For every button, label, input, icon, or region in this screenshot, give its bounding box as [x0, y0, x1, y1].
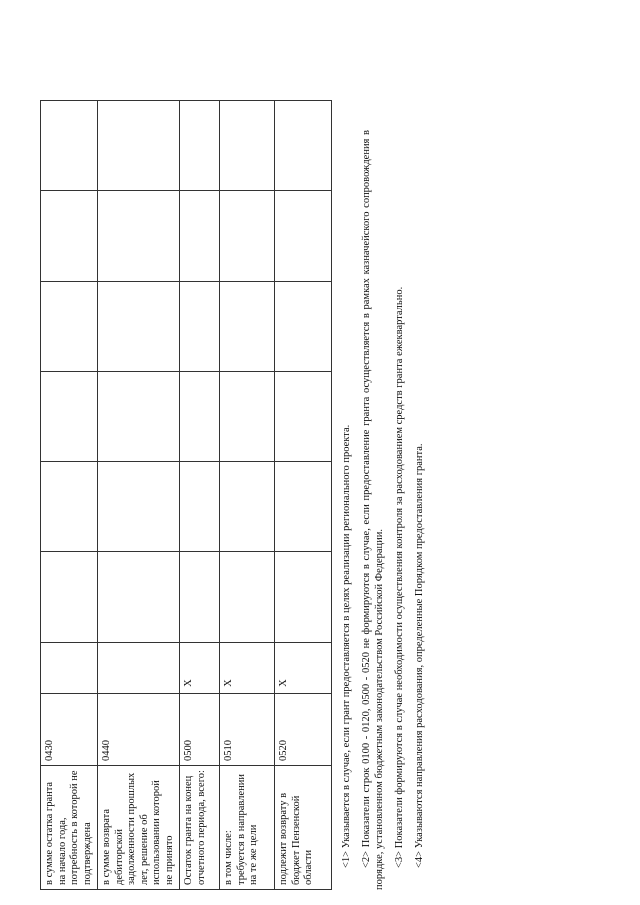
empty-cell [41, 191, 98, 281]
row-label: в том числе: требуется в направлении на те же цели [220, 766, 275, 890]
footnote-4: <4> Указываются направления расходования, определенные Порядком предоставления гранта. [414, 443, 425, 868]
empty-cell [180, 552, 220, 642]
empty-cell [275, 552, 332, 642]
table-body [41, 101, 332, 890]
table-row [41, 101, 98, 890]
footnote-3: <3> Показатели формируются в случае необходимости осуществления контроля за расходованием средств гранта ежеквартально. [394, 286, 405, 868]
rotated-landscape-page [40, 100, 600, 890]
row-code: 0430 [41, 693, 98, 765]
empty-cell [180, 191, 220, 281]
row-code: 0440 [98, 693, 180, 765]
empty-cell [275, 281, 332, 371]
empty-cell [275, 462, 332, 552]
row-label: подлежит возврату в бюджет Пензенской области [275, 766, 332, 890]
row-label: в сумме возврата дебиторской задолженности прошлых лет, решение об использовании которой не принято [98, 766, 180, 890]
empty-cell [180, 462, 220, 552]
row-code: 0500 [180, 693, 220, 765]
row-label: Остаток гранта на конец отчетного периода, всего: [180, 766, 220, 890]
empty-cell [275, 101, 332, 191]
empty-cell [98, 191, 180, 281]
empty-cell [98, 371, 180, 461]
empty-cell [41, 462, 98, 552]
empty-cell [275, 191, 332, 281]
row-code: 0510 [220, 693, 275, 765]
empty-cell [98, 281, 180, 371]
empty-cell [98, 101, 180, 191]
table-row [98, 101, 180, 890]
grant-balance-table [40, 100, 332, 890]
footnotes [340, 130, 433, 890]
empty-cell [98, 462, 180, 552]
table-row [180, 101, 220, 890]
table-row [220, 101, 275, 890]
empty-cell [220, 281, 275, 371]
empty-cell [220, 462, 275, 552]
empty-cell [98, 552, 180, 642]
row-mark: X [275, 642, 332, 693]
row-mark [98, 642, 180, 693]
row-mark: X [180, 642, 220, 693]
empty-cell [220, 371, 275, 461]
footnote-1: <1> Указывается в случае, если грант предоставляется в целях реализации регионального проекта. [341, 424, 352, 868]
empty-cell [41, 101, 98, 191]
row-code: 0520 [275, 693, 332, 765]
row-label: в сумме остатка гранта на начало года, потребность в которой не подтверждена [41, 766, 98, 890]
empty-cell [41, 281, 98, 371]
empty-cell [41, 552, 98, 642]
empty-cell [275, 371, 332, 461]
empty-cell [180, 281, 220, 371]
table-row [275, 101, 332, 890]
empty-cell [41, 371, 98, 461]
empty-cell [180, 371, 220, 461]
row-mark [41, 642, 98, 693]
footnote-2: <2> Показатели строк 0100 - 0120, 0500 - 0520 не формируются в случае, если предоставление гранта осуществляется в рамках казначейского сопровождения в порядке, установленном бюджетным законодательством Российской Федерации. [361, 130, 385, 890]
empty-cell [180, 101, 220, 191]
empty-cell [220, 191, 275, 281]
empty-cell [220, 101, 275, 191]
empty-cell [220, 552, 275, 642]
row-mark: X [220, 642, 275, 693]
